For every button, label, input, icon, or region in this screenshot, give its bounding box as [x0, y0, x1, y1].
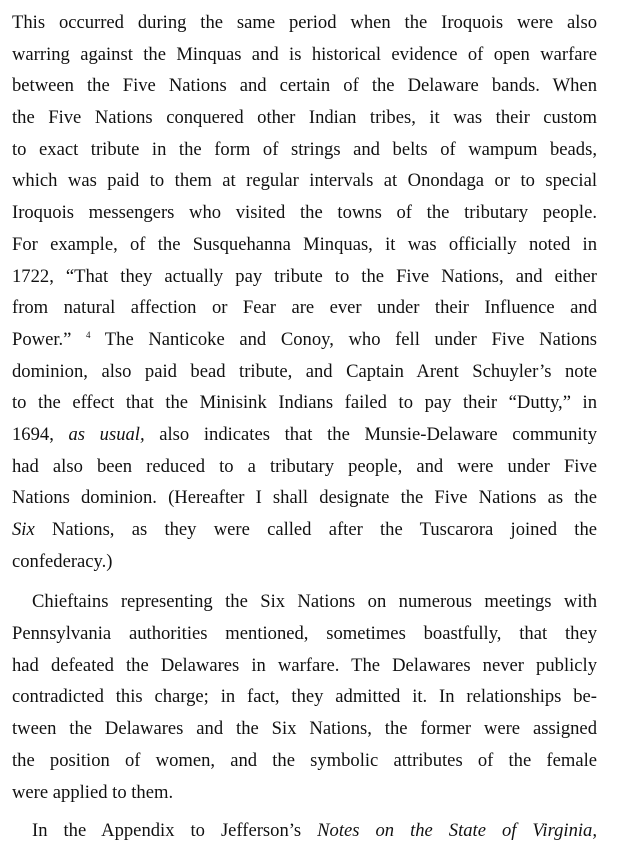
document-page	[12, 7, 597, 847]
text-line	[12, 419, 597, 451]
text-line: Chieftains representing the Six Nations on numerous meetings with	[32, 591, 597, 613]
text-line: were applied to them.	[12, 781, 174, 803]
text-line: from natural affection or Fear are ever under their Influence and	[12, 297, 597, 319]
text-line: contradicted this charge; in fact, they admitted it. In relationships be-	[12, 686, 597, 708]
text-line	[12, 324, 597, 356]
paragraph-jefferson-appendix	[12, 815, 597, 847]
paragraph-iroquois-tribute	[12, 7, 597, 577]
paragraph-six-nations-chieftains	[12, 586, 597, 808]
text-segment: 1694,	[12, 423, 69, 445]
text-line: which was paid to them at regular intervals at Onondaga or to special	[12, 170, 597, 192]
text-line: confederacy.)	[12, 550, 113, 572]
text-line: to the effect that the Minisink Indians failed to pay their “Dutty,” in	[12, 392, 597, 414]
text-line: tween the Delawares and the Six Nations, the former were assigned	[12, 718, 597, 740]
text-line: For example, of the Susquehanna Minquas, it was officially noted in	[12, 233, 597, 255]
text-line: the position of women, and the symbolic attributes of the female	[12, 749, 597, 771]
text-segment: In the Appendix to Jefferson’s	[32, 820, 318, 842]
text-line: the Five Nations conquered other Indian tribes, it was their custom	[12, 107, 597, 129]
text-line	[12, 815, 597, 847]
text-segment: The Nanticoke and Conoy, who fell under Five Nations	[90, 328, 597, 350]
text-line: to exact tribute in the form of strings and belts of wampum beads,	[12, 138, 597, 160]
text-line: warring against the Minquas and is historical evidence of open warfare	[12, 43, 597, 65]
text-line	[12, 514, 597, 546]
text-line: Iroquois messengers who visited the towns of the tributary people.	[12, 202, 597, 224]
text-line: Nations dominion. (Hereafter I shall designate the Five Nations as the	[12, 487, 597, 509]
text-line: 1722, “That they actually pay tribute to the Five Nations, and either	[12, 265, 597, 287]
text-segment: also indicates that the Munsie-Delaware community	[144, 423, 598, 445]
italic-text: as usual,	[68, 423, 145, 445]
text-line: Pennsylvania authorities mentioned, sometimes boastfully, that they	[12, 623, 597, 645]
text-segment: Nations, as they were called after the Tuscarora joined the	[34, 519, 597, 540]
footnote-marker: 4	[86, 329, 91, 340]
text-line: between the Five Nations and certain of the Delaware bands. When	[12, 75, 597, 97]
italic-text: Six	[12, 519, 35, 540]
text-segment: Power.”	[12, 328, 87, 350]
book-title: Notes on the State of Virginia,	[317, 820, 597, 842]
text-line: dominion, also paid bead tribute, and Captain Arent Schuyler’s note	[12, 360, 597, 382]
text-line: had also been reduced to a tributary people, and were under Five	[12, 455, 597, 477]
text-line: had defeated the Delawares in warfare. The Delawares never publicly	[12, 654, 597, 676]
text-line: This occurred during the same period when the Iroquois were also	[12, 12, 597, 33]
